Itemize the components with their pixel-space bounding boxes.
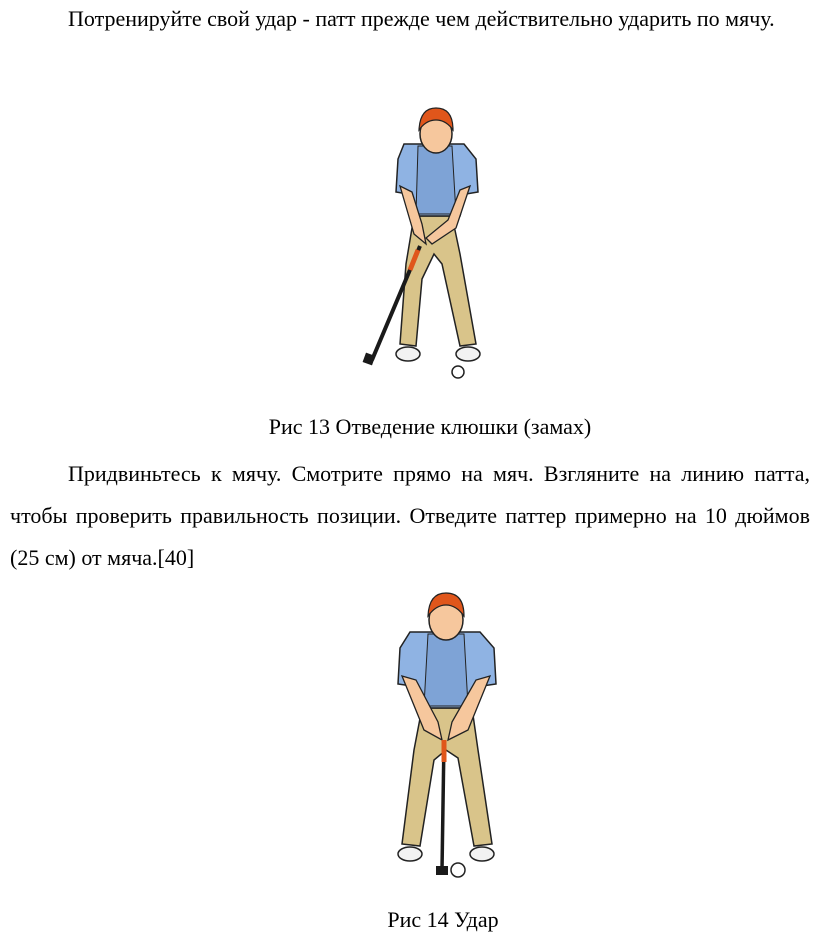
figure-stroke-illustration bbox=[380, 590, 510, 890]
figure-14-caption: Рис 14 Удар bbox=[387, 907, 499, 932]
golfer-backswing-icon bbox=[356, 104, 506, 384]
paragraph-practice-putt: Потренируйте свой удар - патт прежде чем действительно ударить по мячу. bbox=[68, 6, 775, 31]
golfer-stroke-icon bbox=[380, 590, 510, 890]
figure-backswing-illustration bbox=[356, 104, 506, 384]
paragraph-approach-ball: Придвиньтесь к мячу. Смотрите прямо на мяч. Взгляните на линию патта, чтобы проверить правильность позиции. Отведите паттер примерно на 10 дюймов (25 см) от мяча.[40] bbox=[10, 461, 810, 570]
figure-13-caption: Рис 13 Отведение клюшки (замах) bbox=[268, 414, 592, 439]
